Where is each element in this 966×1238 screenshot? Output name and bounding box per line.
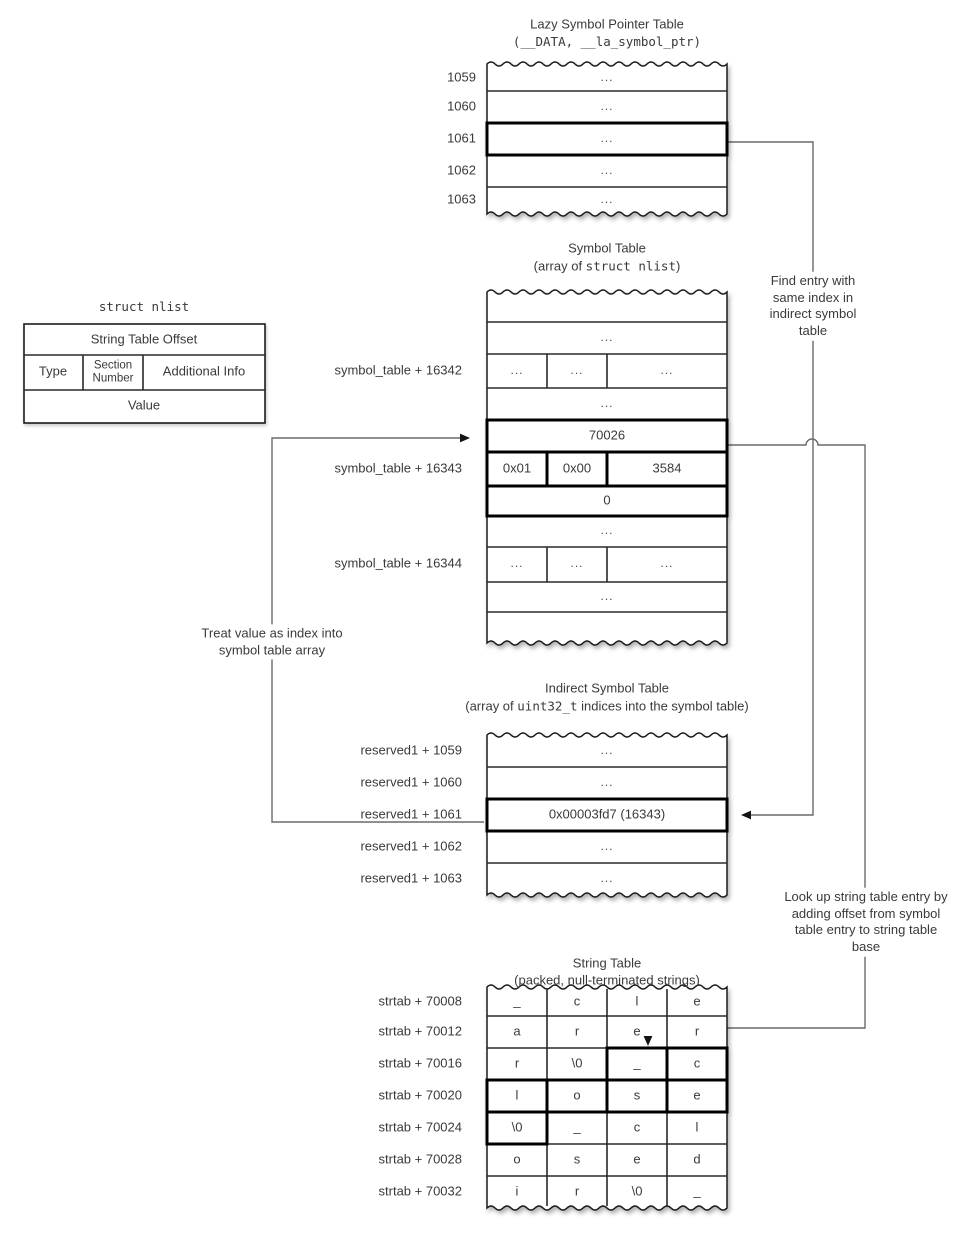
row-label: reserved1 + 1061 (360, 806, 462, 822)
table-cell: _ (633, 1055, 641, 1071)
table-cell: ... (660, 556, 674, 571)
table-cell: o (573, 1087, 581, 1103)
row-label: strtab + 70024 (378, 1119, 462, 1135)
indirect-table-title: Indirect Symbol Table (544, 680, 670, 696)
row-label: strtab + 70028 (378, 1151, 462, 1167)
arrowhead-right-icon (460, 434, 470, 443)
symbol-entry-desc: 3584 (652, 460, 682, 476)
table-cell: ... (600, 131, 614, 146)
table-cell: ... (600, 743, 614, 758)
row-label: reserved1 + 1062 (360, 838, 462, 854)
annotation-look-up: Look up string table entry by adding offset from symbol table entry to string table base (778, 888, 954, 957)
table-cell: s (573, 1151, 581, 1167)
table-cell: _ (573, 1119, 581, 1135)
row-label: reserved1 + 1063 (360, 870, 462, 886)
nlist-field-additional: Additional Info (162, 363, 246, 379)
table-cell: ... (600, 775, 614, 790)
row-label: strtab + 70020 (378, 1087, 462, 1103)
table-cell: ... (600, 163, 614, 178)
table-cell: ... (510, 363, 524, 378)
table-cell: _ (513, 993, 521, 1009)
table-cell: \0 (511, 1119, 523, 1135)
table-cell: a (513, 1023, 521, 1039)
table-cell: l (515, 1087, 519, 1103)
symbol-entry-value: 0 (603, 492, 611, 508)
string-table-graphic (487, 985, 727, 1210)
lazy-table-title: Lazy Symbol Pointer Table (530, 16, 684, 32)
table-cell: e (693, 993, 701, 1009)
annotation-treat-value: Treat value as index into symbol table array (185, 624, 359, 659)
row-label: reserved1 + 1059 (360, 742, 462, 758)
table-cell: ... (570, 363, 584, 378)
indirect-highlight-value: 0x00003fd7 (16343) (548, 806, 666, 822)
table-cell: c (633, 1119, 641, 1135)
indirect-table-subtitle: (array of uint32_t indices into the symbol table) (465, 698, 749, 714)
nlist-field-section-line1: Section (93, 359, 133, 372)
table-cell: e (693, 1087, 701, 1103)
row-label: strtab + 70016 (378, 1055, 462, 1071)
table-cell: ... (600, 396, 614, 411)
arrowhead-left-icon (741, 811, 751, 820)
table-cell: c (693, 1055, 701, 1071)
row-label: symbol_table + 16344 (334, 555, 462, 571)
table-cell: ... (600, 523, 614, 538)
table-cell: d (693, 1151, 701, 1167)
table-cell: l (635, 993, 639, 1009)
symbol-entry-offset: 70026 (588, 427, 626, 443)
table-cell: s (633, 1087, 641, 1103)
table-cell: _ (693, 1183, 701, 1199)
table-cell: r (574, 1023, 580, 1039)
symbol-table-subtitle: (array of struct nlist) (533, 258, 681, 274)
annotation-find-entry: Find entry with same index in indirect symbol table (758, 272, 868, 341)
table-cell: r (574, 1183, 580, 1199)
table-cell: r (514, 1055, 520, 1071)
symbol-entry-section: 0x00 (562, 460, 592, 476)
row-label: reserved1 + 1060 (360, 774, 462, 790)
string-table-title: String Table (572, 955, 642, 971)
table-cell: r (694, 1023, 700, 1039)
row-label: strtab + 70008 (378, 993, 462, 1009)
row-label: 1062 (447, 162, 476, 178)
symbol-entry-type: 0x01 (502, 460, 532, 476)
table-cell: ... (660, 363, 674, 378)
nlist-field-value: Value (127, 397, 161, 413)
symbol-table-title: Symbol Table (568, 240, 646, 256)
row-label: 1060 (447, 98, 476, 114)
row-label: strtab + 70012 (378, 1023, 462, 1039)
row-label: 1059 (447, 69, 476, 85)
table-cell: l (695, 1119, 699, 1135)
row-label: strtab + 70032 (378, 1183, 462, 1199)
table-cell: \0 (571, 1055, 583, 1071)
table-cell: ... (600, 70, 614, 85)
table-cell: ... (510, 556, 524, 571)
table-cell: i (515, 1183, 519, 1199)
table-cell: ... (600, 589, 614, 604)
table-cell: e (633, 1151, 641, 1167)
table-cell: ... (600, 871, 614, 886)
table-cell: ... (600, 99, 614, 114)
table-cell: o (513, 1151, 521, 1167)
lazy-table-subtitle: (__DATA, __la_symbol_ptr) (512, 33, 702, 49)
string-table-subtitle: (packed, null-terminated strings) (514, 972, 700, 988)
table-cell: ... (600, 839, 614, 854)
table-cell: \0 (631, 1183, 643, 1199)
nlist-field-offset: String Table Offset (90, 331, 198, 347)
table-cell: c (573, 993, 581, 1009)
nlist-field-section-line2: Number (92, 372, 134, 385)
row-label: symbol_table + 16342 (334, 362, 462, 378)
table-cell: ... (570, 556, 584, 571)
table-cell: ... (600, 192, 614, 207)
row-label: symbol_table + 16343 (334, 460, 462, 476)
nlist-title: struct nlist (98, 298, 190, 314)
table-cell: ... (600, 330, 614, 345)
row-label: 1061 (447, 130, 476, 146)
nlist-field-type: Type (38, 363, 68, 379)
row-label: 1063 (447, 191, 476, 207)
table-cell: e (633, 1023, 641, 1039)
